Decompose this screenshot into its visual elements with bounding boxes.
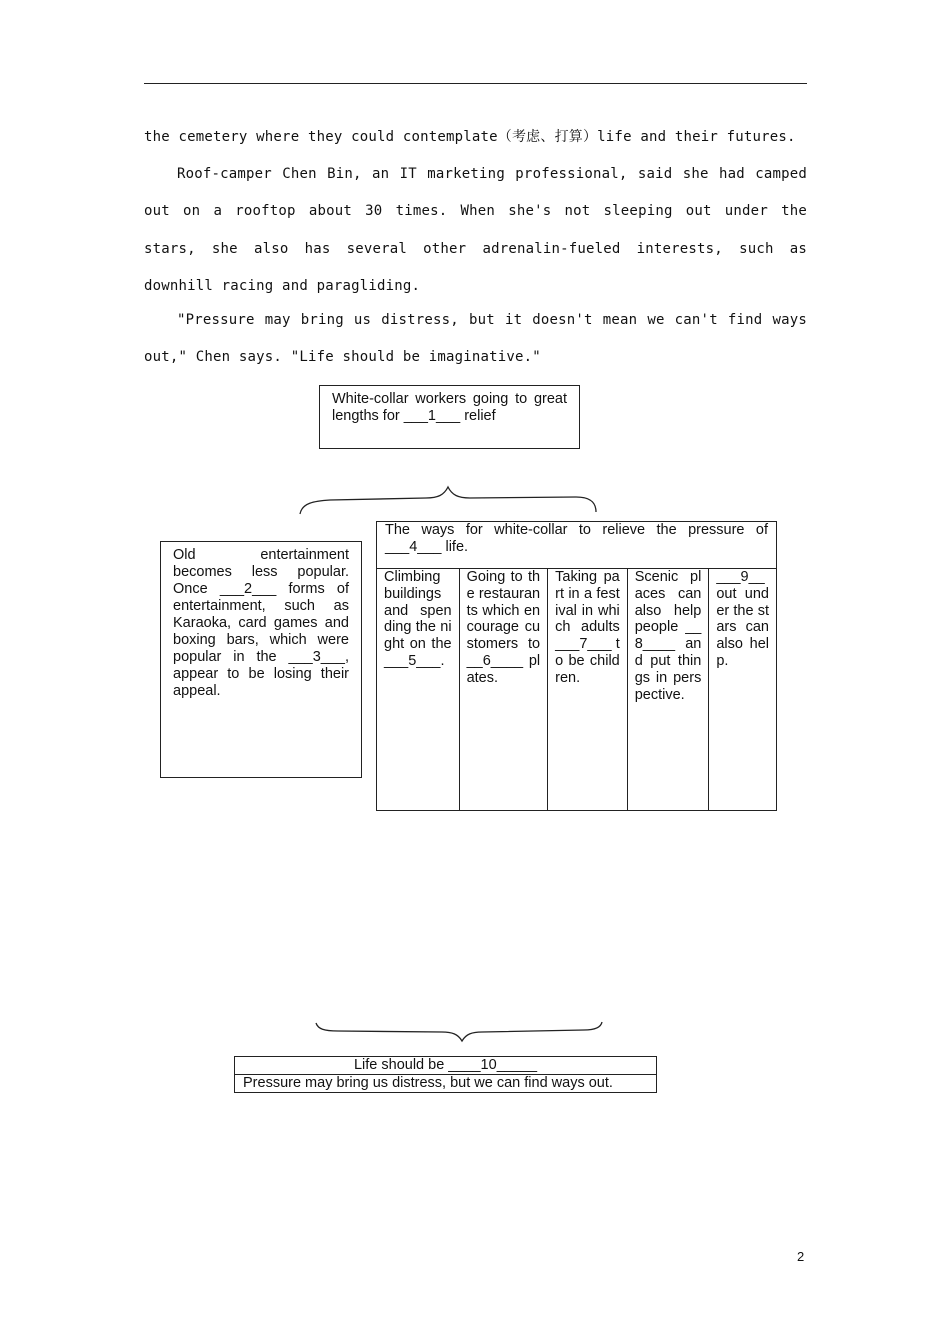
way-text-3: Taking part in a festival in which adults ___7___ to be children. xyxy=(555,569,620,686)
passage-paragraph-3: "Pressure may bring us distress, but it doesn't mean we can't find ways out," Chen says. "Life should be imaginative." xyxy=(144,312,807,366)
left-box-text: Old entertainment becomes less popular. Once ___2___ forms of entertainment, such as Karaoka, card games and boxing bars, which were popular in the ___3___, appear to be losing their appeal. xyxy=(173,547,349,699)
conclusion-box xyxy=(234,1056,657,1093)
way-column-1 xyxy=(377,568,460,810)
ways-header xyxy=(376,521,777,569)
way-column-2 xyxy=(460,568,549,810)
left-box xyxy=(160,541,362,778)
conclusion-line-1: Life should be ____10_____ xyxy=(235,1057,656,1075)
conclusion-line-2: Pressure may bring us distress, but we can find ways out. xyxy=(243,1075,613,1091)
header-rule xyxy=(144,83,807,84)
way-text-1: Climbing buildings and spending the night on the ___5___. xyxy=(384,569,452,669)
passage-paragraph-2: Roof-camper Chen Bin, an IT marketing professional, said she had camped out on a rooftop about 30 times. When she's not sleeping out under the stars, she also has several other adrenalin-fueled interests, such as downhill racing and paragliding. xyxy=(144,166,807,294)
way-column-5 xyxy=(709,568,776,810)
ways-header-text: The ways for white-collar to relieve the pressure of ___4___ life. xyxy=(385,522,768,555)
way-column-3 xyxy=(548,568,628,810)
top-brace xyxy=(300,487,600,517)
bottom-brace xyxy=(314,1021,604,1041)
way-text-4: Scenic places can also help people __8____ and put things in perspective. xyxy=(634,569,702,703)
way-text-5: ___9__ out under the stars can also help. xyxy=(716,569,769,669)
passage-line-1: the cemetery where they could contemplate（考虑、打算）life and their futures. xyxy=(144,129,796,145)
top-box-text: White-collar workers going to great lengths for ___1___ relief xyxy=(332,391,567,424)
ways-columns xyxy=(376,568,777,811)
page-number: 2 xyxy=(797,1249,805,1264)
way-text-2: Going to the restaurants which encourage customers to __6____ plates. xyxy=(466,569,541,686)
way-column-4 xyxy=(628,568,710,810)
top-box xyxy=(319,385,580,449)
